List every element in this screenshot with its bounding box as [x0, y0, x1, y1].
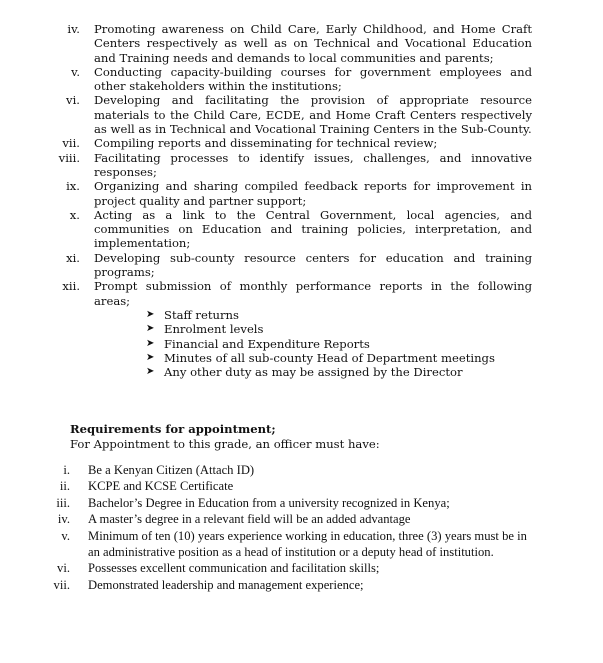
duties-list	[52, 22, 532, 379]
item-number: vii.	[53, 577, 70, 592]
item-text: Bachelor’s Degree in Education from a university recognized in Kenya;	[88, 495, 450, 510]
list-item	[52, 136, 532, 150]
item-text: Compiling reports and disseminating for technical review;	[94, 136, 438, 151]
list-item	[50, 495, 538, 511]
item-number: ii.	[59, 479, 70, 494]
item-text: Minimum of ten (10) years experience working in education, three (3) years must be in an administrative position as a head of institution or a deputy head of institution.	[88, 528, 527, 560]
arrow-bullet-icon: ➤	[146, 337, 155, 349]
list-item	[50, 511, 538, 527]
item-text: Developing sub-county resource centers for education and training programs;	[94, 250, 532, 280]
list-item	[50, 462, 538, 478]
requirements-list	[50, 462, 538, 593]
item-number: iii.	[56, 495, 70, 510]
list-item	[50, 478, 538, 494]
item-text: Organizing and sharing compiled feedback reports for improvement in project quality and partner support;	[94, 179, 532, 208]
list-item	[146, 351, 532, 365]
item-text: Demonstrated leadership and management experience;	[88, 577, 364, 592]
item-text: Be a Kenyan Citizen (Attach ID)	[88, 463, 255, 477]
arrow-bullet-icon: ➤	[146, 308, 155, 320]
item-number: xii.	[62, 279, 80, 294]
item-text: Financial and Expenditure Reports	[164, 336, 370, 351]
item-number: vi.	[66, 93, 80, 108]
report-areas-list	[146, 308, 532, 379]
item-text: A master’s degree in a relevant field will be an added advantage	[88, 512, 411, 527]
item-number: vi.	[57, 561, 70, 576]
item-number: i.	[63, 463, 70, 477]
item-number: x.	[69, 207, 80, 222]
arrow-bullet-icon: ➤	[146, 351, 155, 363]
list-item	[146, 308, 532, 322]
item-text: Staff returns	[164, 307, 239, 322]
item-number: vii.	[62, 136, 80, 151]
list-item	[52, 179, 532, 208]
list-item	[52, 251, 532, 280]
item-text: Promoting awareness on Child Care, Early Childhood, and Home Craft Centers respectively as well as on Technical and Vocational Education and Training needs and demands to local communities and parents;	[94, 22, 532, 65]
list-item	[52, 65, 532, 94]
item-text: Any other duty as may be assigned by the Director	[164, 365, 463, 380]
requirements-heading: Requirements for appointment;	[70, 422, 276, 436]
item-text: Conducting capacity-building courses for government employees and other stakeholders within the institutions;	[94, 64, 532, 94]
item-text: Facilitating processes to identify issues, challenges, and innovative responses;	[94, 150, 532, 179]
item-text: Minutes of all sub-county Head of Department meetings	[164, 350, 495, 365]
item-text: Enrolment levels	[164, 322, 264, 337]
item-text: Acting as a link to the Central Government, local agencies, and communities on Education and training policies, interpretation, and implementation;	[94, 207, 532, 251]
item-number: v.	[61, 528, 70, 543]
item-number: iv.	[57, 512, 70, 527]
item-text: Prompt submission of monthly performance reports in the following areas;	[94, 279, 532, 308]
list-item	[52, 22, 532, 65]
list-item	[146, 337, 532, 351]
item-text: KCPE and KCSE Certificate	[88, 479, 234, 494]
item-number: iv.	[67, 22, 80, 36]
list-item	[52, 151, 532, 180]
list-item	[52, 93, 532, 136]
list-item	[50, 528, 538, 561]
item-number: v.	[71, 64, 80, 79]
item-number: ix.	[66, 179, 80, 194]
list-item	[146, 322, 532, 336]
list-item	[50, 560, 538, 576]
item-text: Developing and facilitating the provision of appropriate resource materials to the Child Care, ECDE, and Home Craft Centers respectively as well as in Technical and Vocational Training Centers in the Sub-County.	[94, 93, 532, 137]
list-item	[50, 577, 538, 593]
list-item	[52, 279, 532, 308]
item-number: xi.	[66, 250, 80, 265]
item-number: viii.	[58, 150, 80, 165]
arrow-bullet-icon: ➤	[146, 323, 155, 335]
list-item	[52, 208, 532, 251]
list-item	[146, 365, 532, 379]
requirements-intro: For Appointment to this grade, an officer must have:	[70, 437, 380, 451]
item-text: Possesses excellent communication and facilitation skills;	[88, 561, 380, 576]
arrow-bullet-icon: ➤	[146, 366, 155, 378]
